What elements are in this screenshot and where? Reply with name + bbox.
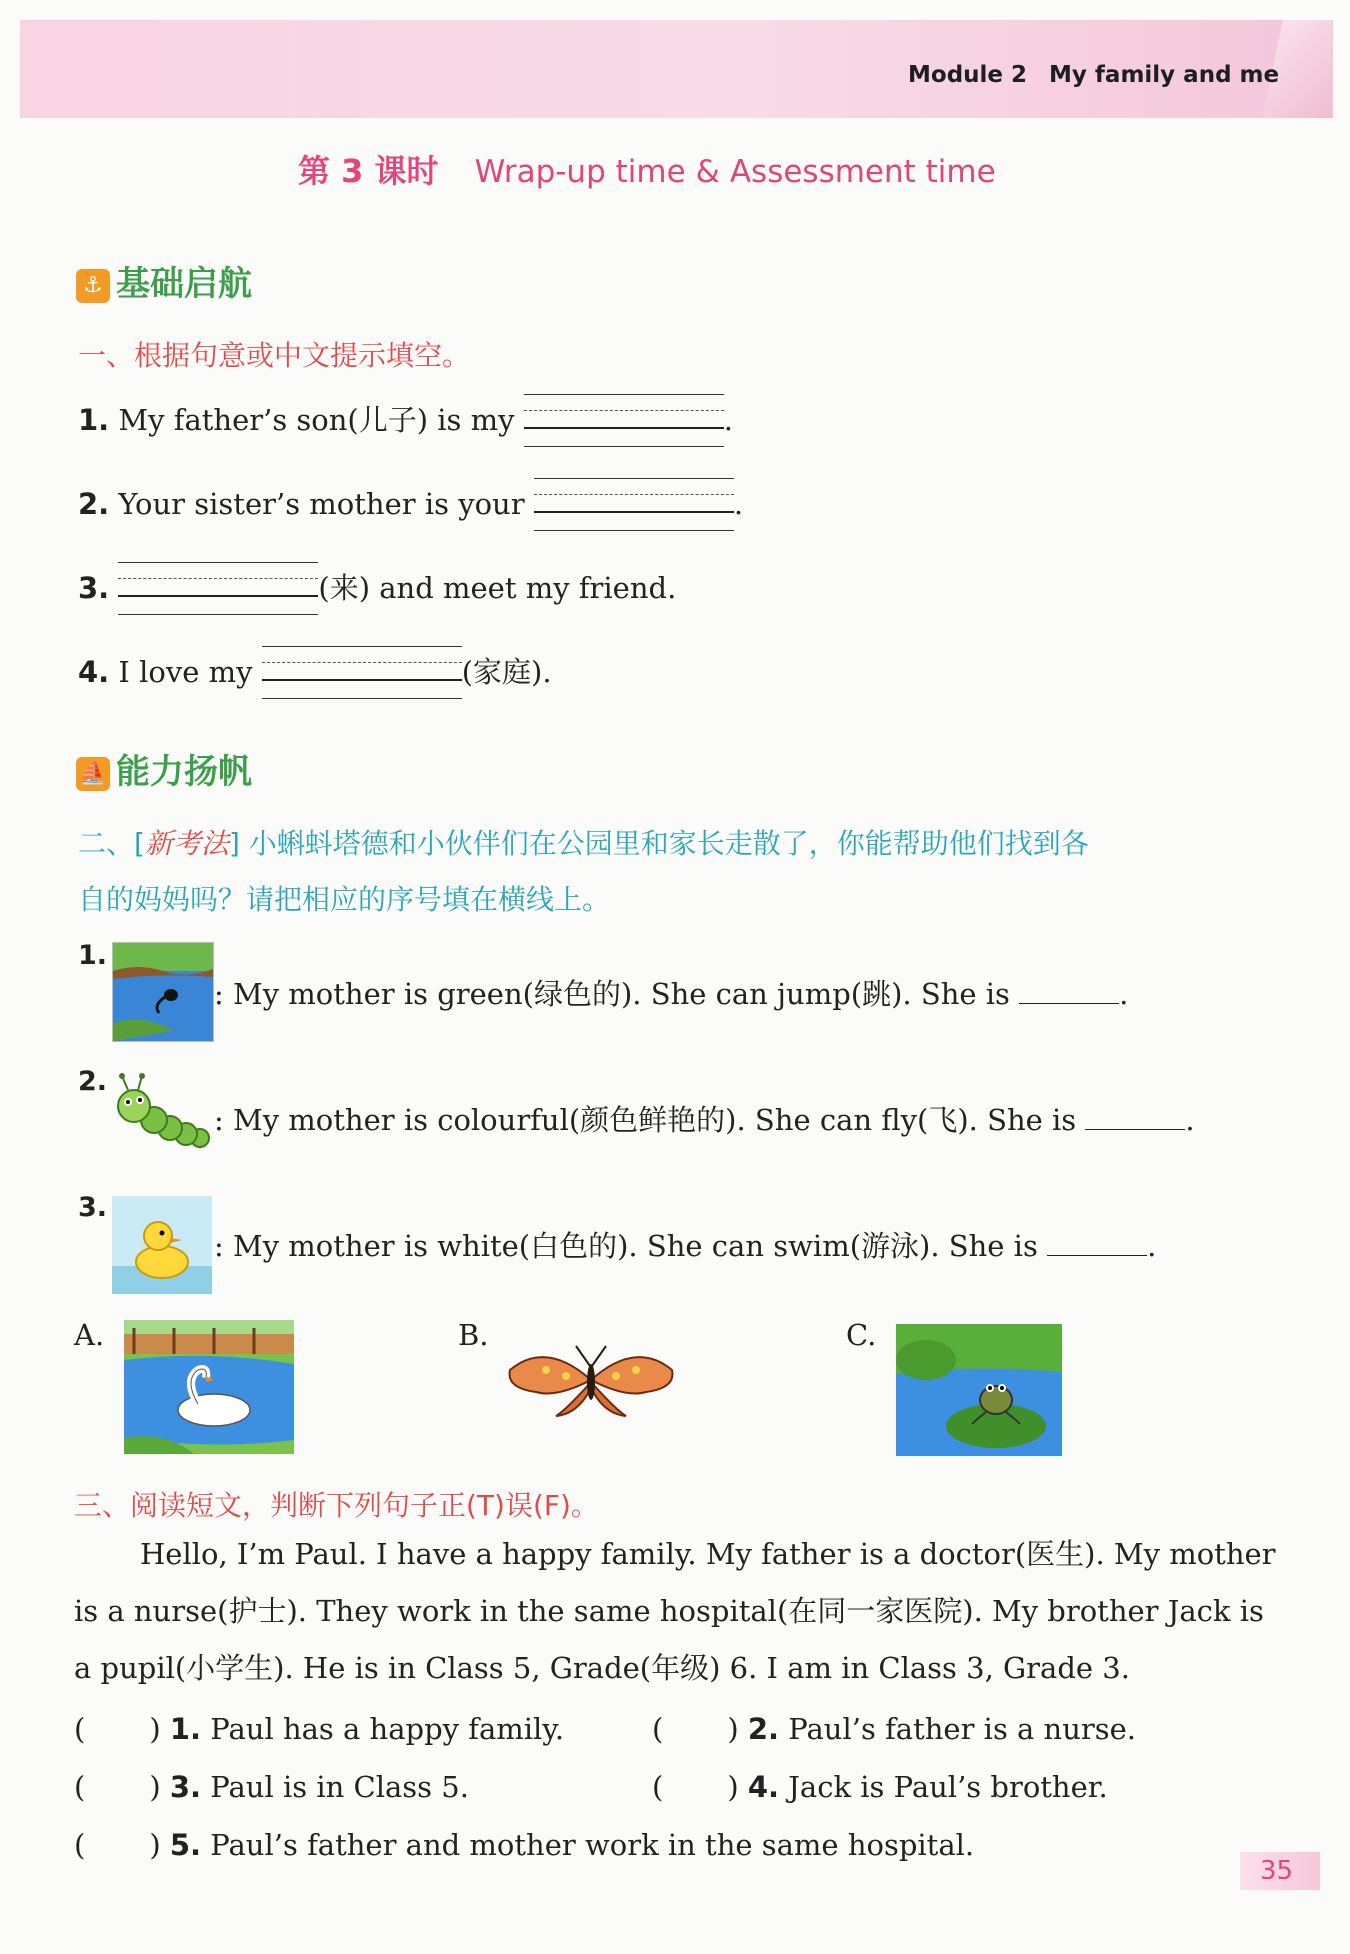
answer-blank-4[interactable] xyxy=(262,646,462,702)
judge-answer-1[interactable]: ( ) xyxy=(74,1712,161,1746)
judge-item-2: ( ) 2. Paul’s father is a nurse. xyxy=(652,1712,1137,1746)
fill-item-3: 3. (来) and meet my friend. xyxy=(78,562,676,618)
judge-item-4: ( ) 4. Jack is Paul’s brother. xyxy=(652,1770,1108,1804)
question-2-title-line2: 自的妈妈吗？请把相应的序号填在横线上。 xyxy=(78,883,611,916)
anchor-icon: ⚓ xyxy=(76,269,110,303)
match-item-2-number: 2. xyxy=(78,1066,108,1097)
module-label: Module 2 My family and me xyxy=(908,62,1280,88)
swan-picture xyxy=(124,1320,294,1454)
tadpole-picture xyxy=(112,942,214,1042)
frog-picture xyxy=(896,1324,1062,1456)
judge-answer-2[interactable]: ( ) xyxy=(652,1712,739,1746)
sailboat-icon: ⛵ xyxy=(76,757,110,791)
answer-blank-3[interactable] xyxy=(118,562,318,618)
butterfly-picture xyxy=(506,1340,676,1420)
caterpillar-picture xyxy=(112,1072,212,1162)
section-heading-ability: ⛵ 能力扬帆 xyxy=(76,744,252,793)
judge-item-5: ( ) 5. Paul’s father and mother work in the same hospital. xyxy=(74,1828,975,1862)
reading-line-2: is a nurse(护士). They work in the same hospital(在同一家医院). My brother Jack is xyxy=(74,1594,1264,1628)
question-3-title: 三、阅读短文，判断下列句子正(T)误(F)。 xyxy=(74,1489,599,1522)
match-blank-3[interactable] xyxy=(1047,1227,1147,1256)
match-item-3-number: 3. xyxy=(78,1192,108,1223)
judge-answer-3[interactable]: ( ) xyxy=(74,1770,161,1804)
judge-answer-4[interactable]: ( ) xyxy=(652,1770,739,1804)
match-item-2: : My mother is colourful(颜色鲜艳的). She can fly(飞). She is . xyxy=(214,1103,1195,1137)
duckling-picture xyxy=(112,1196,212,1294)
page-number: 35 xyxy=(1240,1852,1320,1890)
question-2-title: 二、[新考法] 小蝌蚪塔德和小伙伴们在公园里和家长走散了，你能帮助他们找到各 xyxy=(78,827,1089,860)
judge-item-3: ( ) 3. Paul is in Class 5. xyxy=(74,1770,469,1804)
judge-answer-5[interactable]: ( ) xyxy=(74,1828,161,1862)
judge-item-1: ( ) 1. Paul has a happy family. xyxy=(74,1712,565,1746)
match-item-1: : My mother is green(绿色的). She can jump(跳). She is . xyxy=(214,977,1129,1011)
reading-line-3: a pupil(小学生). He is in Class 5, Grade(年级) 6. I am in Class 3, Grade 3. xyxy=(74,1651,1130,1685)
option-a-label: A. xyxy=(74,1318,105,1352)
reading-line-1: Hello, I’m Paul. I have a happy family. My father is a doctor(医生). My mother xyxy=(140,1537,1276,1571)
answer-blank-1[interactable] xyxy=(524,394,724,450)
fill-item-1: 1. My father’s son(儿子) is my . xyxy=(78,394,733,450)
match-blank-2[interactable] xyxy=(1085,1101,1185,1130)
section-heading-basics: ⚓ 基础启航 xyxy=(76,256,252,305)
lesson-title: 第 3 课时 Wrap-up time & Assessment time xyxy=(298,152,996,190)
fill-item-2: 2. Your sister’s mother is your . xyxy=(78,478,743,534)
match-item-3: : My mother is white(白色的). She can swim(游泳). She is . xyxy=(214,1229,1157,1263)
answer-blank-2[interactable] xyxy=(534,478,734,534)
fill-item-4: 4. I love my (家庭). xyxy=(78,646,552,702)
option-b-label: B. xyxy=(458,1318,489,1352)
option-c-label: C. xyxy=(846,1318,877,1352)
match-blank-1[interactable] xyxy=(1019,975,1119,1004)
question-1-title: 一、根据句意或中文提示填空。 xyxy=(78,339,471,372)
match-item-1-number: 1. xyxy=(78,940,108,971)
